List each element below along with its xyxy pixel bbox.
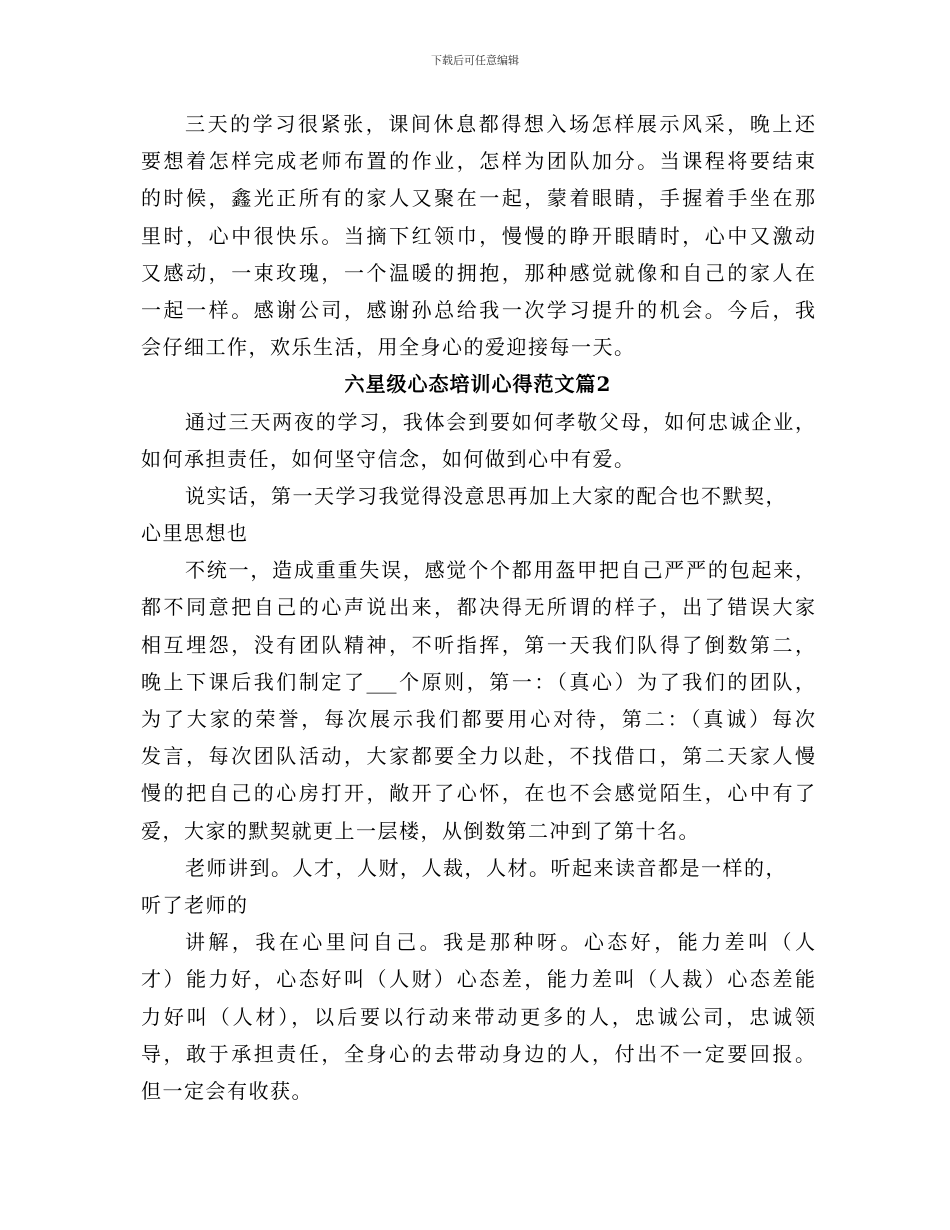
paragraph-line: 又感动，一束玫瑰，一个温暖的拥抱，那种感觉就像和自己的家人在	[141, 260, 815, 285]
paragraph-line: 都不同意把自己的心声说出来，都决得无所谓的样子，出了错误大家	[141, 595, 815, 620]
paragraph-line: 会仔细工作，欢乐生活，用全身心的爱迎接每一天。	[141, 335, 636, 360]
paragraph-line: 晚上下课后我们制定了___个原则，第一：（真心）为了我们的团队，	[141, 669, 815, 694]
paragraph-line: 老师讲到。人才，人财，人裁，人材。听起来读音都是一样的，	[185, 855, 787, 880]
paragraph-line: 说实话，第一天学习我觉得没意思再加上大家的配合也不默契，	[185, 483, 787, 508]
paragraph-line: 的时候，鑫光正所有的家人又聚在一起，蒙着眼睛，手握着手坐在那	[141, 186, 815, 211]
paragraph-line: 慢的把自己的心房打开，敞开了心怀，在也不会感觉陌生，心中有了	[141, 781, 815, 806]
paragraph-line: 通过三天两夜的学习，我体会到要如何孝敬父母，如何忠诚企业，	[185, 409, 815, 434]
paragraph-line: 不统一，造成重重失误，感觉个个都用盔甲把自己严严的包起来，	[185, 558, 815, 583]
paragraph-line: 相互埋怨，没有团队精神，不听指挥，第一天我们队得了倒数第二，	[141, 632, 815, 657]
paragraph-line: 导，敢于承担责任，全身心的去带动身边的人，付出不一定要回报。	[141, 1041, 815, 1066]
paragraph-line: 三天的学习很紧张，课间休息都得想入场怎样展示风采，晚上还	[185, 112, 815, 136]
document-body	[141, 106, 815, 1110]
paragraph-line: 要想着怎样完成老师布置的作业，怎样为团队加分。当课程将要结束	[141, 149, 815, 174]
paragraph-line: 讲解，我在心里问自己。我是那种呀。心态好，能力差叫（人	[185, 930, 815, 955]
paragraph-line: 里时，心中很快乐。当摘下红领巾，慢慢的睁开眼睛时，心中又激动	[141, 223, 815, 248]
paragraph-line: 爱，大家的默契就更上一层楼，从倒数第二冲到了第十名。	[141, 818, 700, 843]
paragraph-line: 如何承担责任，如何坚守信念，如何做到心中有爱。	[141, 446, 636, 471]
paragraph-line: 才）能力好，心态好叫（人财）心态差，能力差叫（人裁）心态差能	[141, 967, 815, 992]
page-header: 下载后可任意编辑	[431, 54, 519, 67]
paragraph-line: 但一定会有收获。	[141, 1078, 313, 1103]
paragraph-line: 为了大家的荣誉，每次展示我们都要用心对待，第二：（真诚）每次	[141, 707, 815, 731]
section-title: 六星级心态培训心得范文篇2	[344, 372, 612, 397]
paragraph-line: 力好叫（人材），以后要以行动来带动更多的人，忠诚公司，忠诚领	[141, 1004, 815, 1029]
paragraph-line: 听了老师的	[141, 892, 249, 917]
paragraph-line: 心里思想也	[141, 521, 249, 546]
paragraph-line: 发言，每次团队活动，大家都要全力以赴，不找借口，第二天家人慢	[141, 744, 815, 769]
paragraph-line: 一起一样。感谢公司，感谢孙总给我一次学习提升的机会。今后，我	[141, 297, 815, 322]
